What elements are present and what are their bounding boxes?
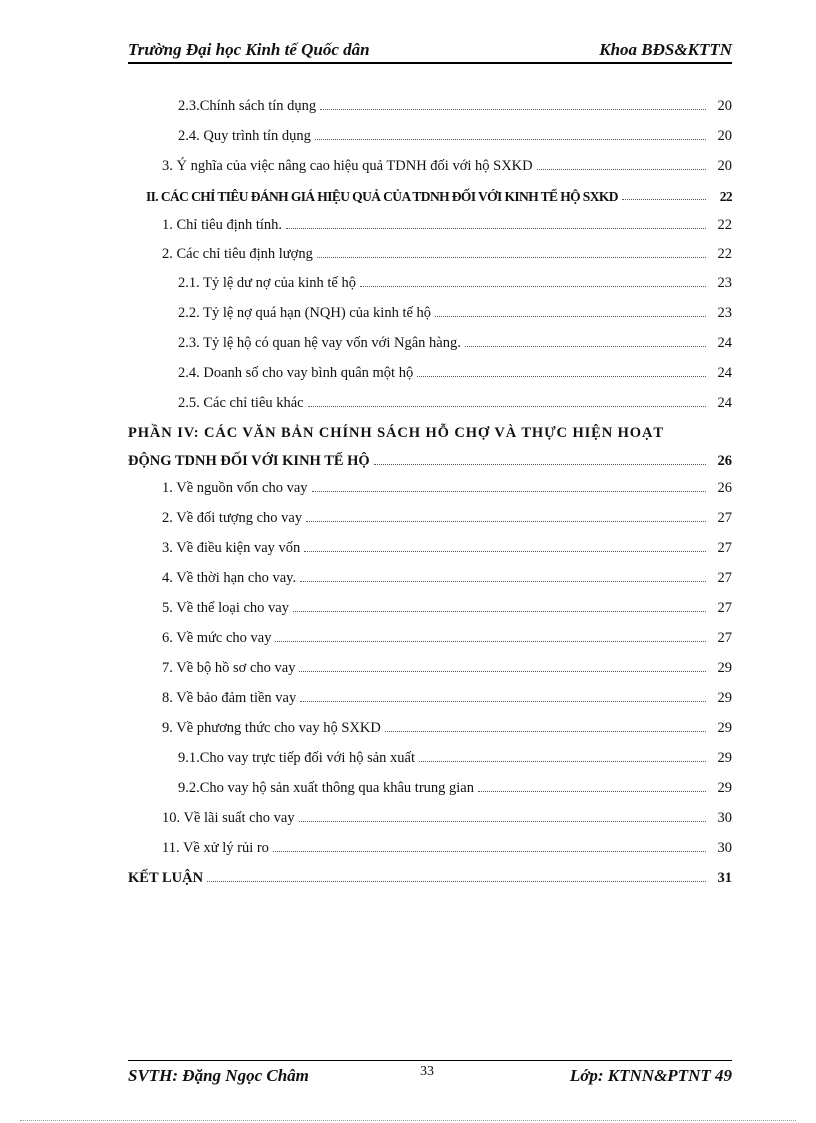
toc-entry [162, 212, 732, 234]
toc-entry [162, 505, 732, 527]
toc-entry [162, 595, 732, 617]
toc-leader [273, 851, 706, 852]
toc-entry-text: 9.2.Cho vay hộ sản xuất thông qua khâu trung gian [178, 780, 474, 796]
toc-entry [162, 715, 732, 737]
toc-entry-page: 22 [717, 217, 732, 233]
toc-leader [308, 406, 706, 407]
toc-leader [478, 791, 706, 792]
toc-entry-page: 29 [717, 660, 732, 676]
toc-entry-text: 3. Ý nghĩa của việc nâng cao hiệu quả TDNH đối với hộ SXKD [162, 158, 533, 174]
toc-entry-text: 7. Về bộ hồ sơ cho vay [162, 660, 296, 676]
toc-entry [178, 123, 732, 145]
toc-entry-page: 27 [717, 570, 732, 586]
toc-entry-page: 24 [717, 365, 732, 381]
toc-leader [419, 761, 706, 762]
toc-entry-page: 23 [717, 275, 732, 291]
toc-entry-page: 20 [717, 158, 732, 174]
toc-entry-page: 31 [717, 870, 732, 886]
toc-leader [417, 376, 706, 377]
header-faculty: Khoa BĐS&KTTN [599, 40, 732, 59]
toc-leader [293, 611, 706, 612]
toc-leader [385, 731, 706, 732]
toc-entry-page: 29 [717, 720, 732, 736]
toc-entry-text: 9. Về phương thức cho vay hộ SXKD [162, 720, 381, 736]
footer-class: Lớp: KTNN&PTNT 49 [569, 1066, 732, 1085]
toc-entry-text: 2.1. Tỷ lệ dư nợ của kinh tế hộ [178, 275, 356, 291]
toc-entry [178, 270, 732, 292]
toc-entry-page: 29 [717, 750, 732, 766]
toc-part-heading-text: ĐỘNG TDNH ĐỐI VỚI KINH TẾ HỘ [128, 453, 370, 469]
toc-entry-text: 3. Về điều kiện vay vốn [162, 540, 301, 556]
toc-entry-page: 30 [717, 840, 732, 856]
toc-leader [299, 671, 706, 672]
toc-entry [178, 745, 732, 767]
toc-conclusion [128, 865, 732, 887]
toc-entry [178, 300, 732, 322]
page-bottom-edge [20, 1120, 796, 1121]
toc-leader [435, 316, 706, 317]
toc-entry [162, 535, 732, 557]
toc-leader [306, 521, 706, 522]
toc-entry-page: 20 [717, 98, 732, 114]
toc-entry-page: 27 [717, 540, 732, 556]
toc-entry-page: 29 [717, 690, 732, 706]
toc-entry-page: 27 [717, 630, 732, 646]
toc-entry [178, 330, 732, 352]
toc-entry-page: 22 [719, 189, 732, 204]
toc-entry [162, 153, 732, 175]
toc-entry-page: 27 [717, 600, 732, 616]
toc-entry-text: 2. Về đối tượng cho vay [162, 510, 303, 526]
toc-entry-text: 1. Về nguồn vốn cho vay [162, 480, 308, 496]
toc-leader [317, 257, 706, 258]
toc-entry-text: 4. Về thời hạn cho vay. [162, 570, 297, 586]
toc-entry-text: 8. Về bảo đảm tiền vay [162, 690, 297, 706]
toc-leader [360, 286, 706, 287]
toc-entry [178, 390, 732, 412]
toc-leader [315, 139, 706, 140]
toc-entry-text: 5. Về thể loại cho vay [162, 600, 289, 616]
toc-entry [162, 625, 732, 647]
toc-entry [162, 475, 732, 497]
toc-entry-text: 2.3.Chính sách tín dụng [178, 98, 317, 114]
toc-entry-text: 2.3. Tỷ lệ hộ có quan hệ vay vốn với Ngân hàng. [178, 335, 461, 351]
toc-entry-text: 10. Về lãi suất cho vay [162, 810, 295, 826]
toc-entry-text: 6. Về mức cho vay [162, 630, 272, 646]
toc-entry [178, 360, 732, 382]
toc-entry-text: 2.4. Doanh số cho vay bình quân một hộ [178, 365, 414, 381]
toc-entry-page: 29 [717, 780, 732, 796]
toc-entry-page: 24 [717, 335, 732, 351]
toc-entry-text: 2.4. Quy trình tín dụng [178, 128, 311, 144]
toc-leader [312, 491, 706, 492]
toc-entry [162, 835, 732, 857]
page-footer [128, 1064, 732, 1088]
toc-entry-page: 30 [717, 810, 732, 826]
toc-entry [162, 655, 732, 677]
toc-entry-text: II. CÁC CHỈ TIÊU ĐÁNH GIÁ HIỆU QUẢ CỦA TDNH ĐỐI VỚI KINH TẾ HỘ SXKD [146, 189, 618, 204]
toc-entry-text: 1. Chỉ tiêu định tính. [162, 217, 283, 233]
toc-entry-page: 26 [717, 453, 732, 469]
toc-entry-page: 22 [717, 246, 732, 262]
toc-entry-text: 2.5. Các chỉ tiêu khác [178, 395, 304, 411]
toc-entry [178, 93, 732, 115]
toc-leader [374, 464, 706, 465]
toc-leader [622, 199, 706, 200]
toc-leader [300, 581, 706, 582]
toc-leader [304, 551, 706, 552]
toc-part-heading-line2 [128, 448, 732, 470]
toc-leader [320, 109, 706, 110]
toc-entry-page: 24 [717, 395, 732, 411]
header-university: Trường Đại học Kinh tế Quốc dân [128, 40, 370, 59]
toc-part-heading-line1 [128, 420, 732, 442]
toc-entry [162, 241, 732, 263]
toc-entry [162, 685, 732, 707]
toc-entry-page: 27 [717, 510, 732, 526]
toc-entry [162, 565, 732, 587]
toc-part-heading-text: PHẦN IV: CÁC VĂN BẢN CHÍNH SÁCH HỖ CHỢ VÀ THỰC HIỆN HOẠT [128, 425, 664, 441]
toc-entry-page: 26 [717, 480, 732, 496]
toc-entry [178, 775, 732, 797]
footer-divider [128, 1060, 732, 1061]
toc-leader [207, 881, 706, 882]
toc-entry-text: 2. Các chỉ tiêu định lượng [162, 246, 313, 262]
toc-leader [286, 228, 706, 229]
footer-student: SVTH: Đặng Ngọc Châm [128, 1066, 309, 1085]
toc-entry [162, 805, 732, 827]
toc-leader [275, 641, 706, 642]
toc-entry-text: 9.1.Cho vay trực tiếp đối với hộ sản xuất [178, 750, 416, 766]
toc-entry-text: 11. Về xử lý rủi ro [162, 840, 269, 856]
toc-section-heading [146, 183, 732, 205]
toc-entry-page: 20 [717, 128, 732, 144]
toc-leader [537, 169, 706, 170]
toc-entry-text: KẾT LUẬN [128, 870, 204, 886]
toc-entry-text: 2.2. Tỷ lệ nợ quá hạn (NQH) của kinh tế hộ [178, 305, 432, 321]
toc-entry-page: 23 [717, 305, 732, 321]
toc-leader [299, 821, 706, 822]
page-number: 33 [420, 1064, 434, 1079]
toc-leader [300, 701, 706, 702]
toc-leader [465, 346, 706, 347]
page-header [128, 38, 732, 64]
